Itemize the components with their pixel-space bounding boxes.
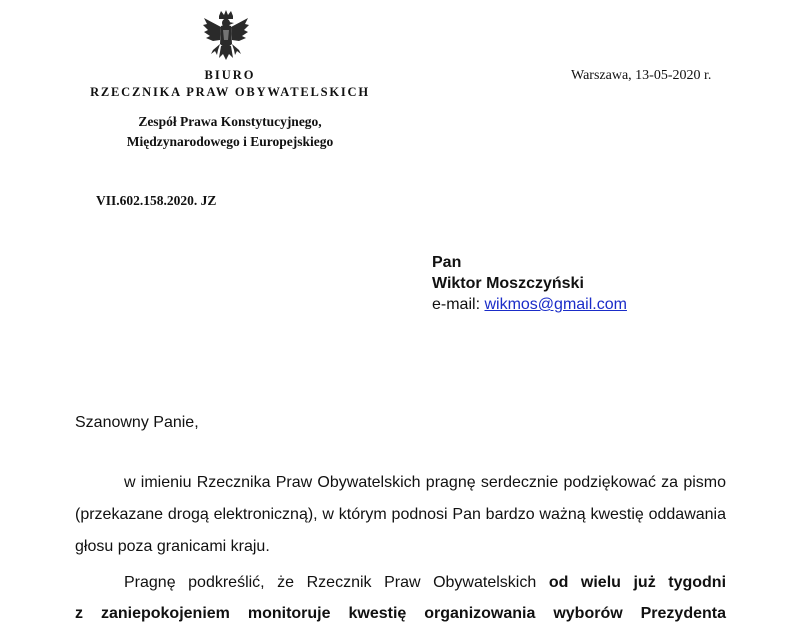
office-name-line2: RZECZNIKA PRAW OBYWATELSKICH <box>90 85 370 99</box>
office-name-line1: BIURO <box>204 68 256 82</box>
paragraph1-line2 <box>75 506 726 524</box>
paragraph-bold-text: od wielu już tygodni <box>548 574 727 591</box>
reference-number: VII.602.158.2020. JZ <box>96 193 217 208</box>
team-name-line1: Zespół Prawa Konstytucyjnego, <box>138 114 322 129</box>
recipient-name: Wiktor Moszczyński <box>432 275 584 292</box>
paragraph1-line1 <box>124 474 726 492</box>
paragraph1-line3: głosu poza granicami kraju. <box>75 538 270 555</box>
recipient-email-line <box>432 296 627 314</box>
email-link[interactable]: wikmos@gmail.com <box>484 296 627 313</box>
email-label: e-mail: <box>432 296 481 313</box>
letter-date: Warszawa, 13-05-2020 r. <box>571 68 712 83</box>
team-name-line2: Międzynarodowego i Europejskiego <box>126 134 334 149</box>
paragraph2-line1 <box>124 574 726 592</box>
paragraph-text: w imieniu Rzecznika Praw Obywatelskich pragnę serdecznie podziękować za pismo <box>124 474 726 491</box>
paragraph-bold-text: z zaniepokojeniem monitoruje kwestię organizowania wyborów Prezydenta <box>75 605 726 622</box>
paragraph2-line2 <box>75 605 726 623</box>
eagle-emblem-icon <box>201 10 251 66</box>
recipient-title: Pan <box>432 254 462 271</box>
paragraph-text: (przekazane drogą elektroniczną), w którym podnosi Pan bardzo ważną kwestię oddawania <box>75 506 726 523</box>
salutation: Szanowny Panie, <box>75 414 199 431</box>
paragraph-text: Pragnę podkreślić, że Rzecznik Praw Obywatelskich <box>124 574 537 591</box>
